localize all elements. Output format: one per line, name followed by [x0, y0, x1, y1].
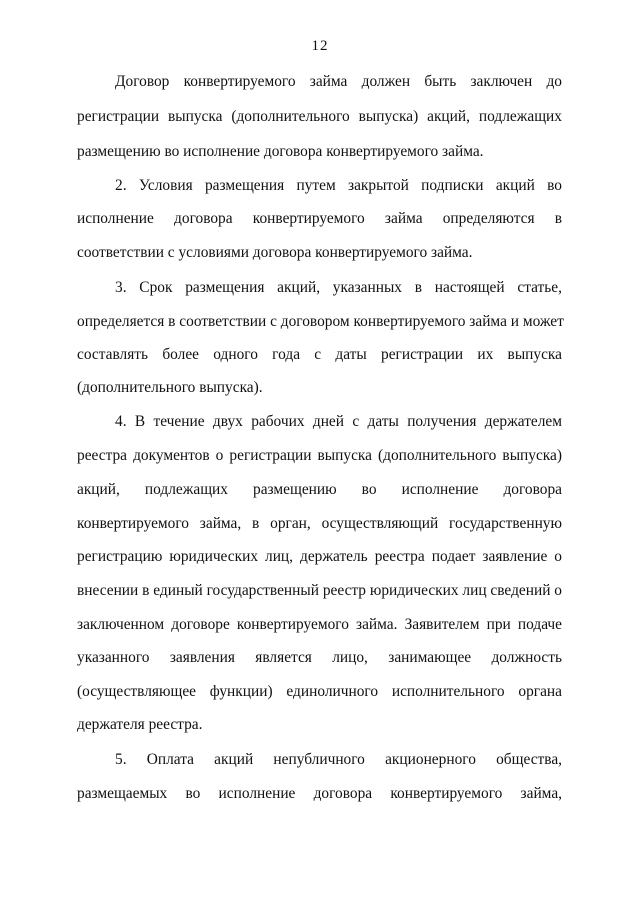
paragraph-2-line-3: соответствии с условиями договора конвертируемого займа.: [77, 244, 473, 261]
paragraph-3-line-4: (дополнительного выпуска).: [77, 379, 263, 396]
paragraph-5-line-1: 5. Оплата акций непубличного акционерного общества,: [115, 751, 562, 768]
paragraph-3-line-3: составлять более одного года с даты регистрации их выпуска: [77, 346, 562, 363]
paragraph-4-line-6: внесении в единый государственный реестр юридических лиц сведений о: [77, 582, 562, 599]
page-number: 12: [311, 38, 329, 54]
paragraph-4-line-3: акций, подлежащих размещению во исполнение договора: [77, 481, 562, 498]
paragraph-4-line-4: конвертируемого займа, в орган, осуществляющий государственную: [77, 515, 562, 532]
paragraph-1-line-3: размещению во исполнение договора конвертируемого займа.: [77, 143, 484, 160]
paragraph-2-line-2: исполнение договора конвертируемого займа определяются в: [77, 210, 562, 227]
paragraph-4-line-9: (осуществляющее функции) единоличного исполнительного органа: [77, 683, 562, 700]
paragraph-4-line-1: 4. В течение двух рабочих дней с даты получения держателем: [115, 413, 562, 430]
paragraph-4-line-8: указанного заявления является лицо, занимающее должность: [77, 649, 562, 666]
paragraph-4-line-5: регистрацию юридических лиц, держатель реестра подает заявление о: [77, 548, 562, 565]
paragraph-1-line-2: регистрации выпуска (дополнительного выпуска) акций, подлежащих: [77, 108, 562, 125]
paragraph-5-line-2: размещаемых во исполнение договора конвертируемого займа,: [77, 785, 562, 802]
paragraph-1-line-1: Договор конвертируемого займа должен быть заключен до: [115, 73, 562, 90]
paragraph-4-line-2: реестра документов о регистрации выпуска (дополнительного выпуска): [77, 447, 562, 464]
paragraph-4-line-10: держателя реестра.: [77, 716, 203, 733]
paragraph-4-line-7: заключенном договоре конвертируемого займа. Заявителем при подаче: [77, 616, 562, 633]
paragraph-3-line-2: определяется в соответствии с договором конвертируемого займа и может: [77, 313, 564, 330]
paragraph-2-line-1: 2. Условия размещения путем закрытой подписки акций во: [115, 177, 562, 194]
paragraph-3-line-1: 3. Срок размещения акций, указанных в настоящей статье,: [115, 279, 562, 296]
